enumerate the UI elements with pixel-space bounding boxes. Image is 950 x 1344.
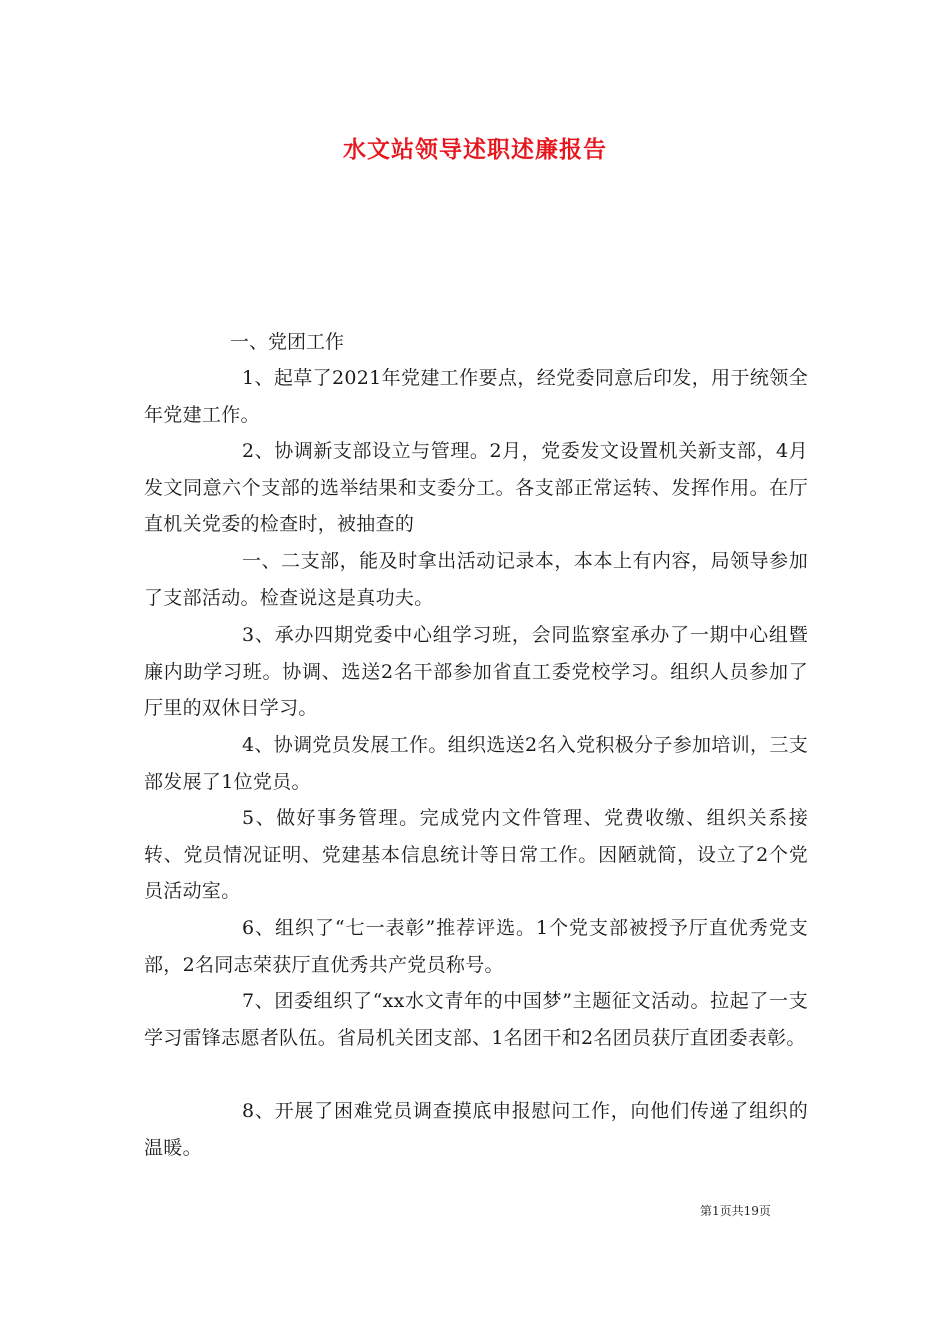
section-heading: 一、党团工作 <box>230 331 345 353</box>
paragraph-6: 5、做好事务管理。完成党内文件管理、党费收缴、组织关系接转、党员情况证明、党建基本信息统计等日常工作。因陋就简，设立了2个党员活动室。 <box>144 807 808 902</box>
document-title: 水文站领导述职述廉报告 <box>343 136 607 163</box>
paragraph-8: 7、团委组织了“xx水文青年的中国梦”主题征文活动。拉起了一支学习雷锋志愿者队伍。省局机关团支部、1名团干和2名团员获厅直团委表彰。 <box>144 990 808 1049</box>
paragraph-3: 一、二支部，能及时拿出活动记录本，本本上有内容，局领导参加了支部活动。检查说这是真功夫。 <box>144 550 808 609</box>
paragraph-4: 3、承办四期党委中心组学习班，会同监察室承办了一期中心组暨廉内助学习班。协调、选送2名干部参加省直工委党校学习。组织人员参加了厅里的双休日学习。 <box>144 624 808 719</box>
paragraph-7: 6、组织了“七一表彰”推荐评选。1个党支部被授予厅直优秀党支部，2名同志荣获厅直优秀共产党员称号。 <box>144 917 808 976</box>
paragraph-9: 8、开展了困难党员调查摸底申报慰问工作，向他们传递了组织的温暖。 <box>144 1100 808 1159</box>
paragraph-1: 1、起草了2021年党建工作要点，经党委同意后印发，用于统领全年党建工作。 <box>144 367 808 426</box>
paragraph-2: 2、协调新支部设立与管理。2月，党委发文设置机关新支部，4月发文同意六个支部的选举结果和支委分工。各支部正常运转、发挥作用。在厅直机关党委的检查时，被抽查的 <box>144 440 808 535</box>
page-number-footer: 第1页共19页 <box>700 1204 771 1218</box>
paragraph-5: 4、协调党员发展工作。组织选送2名入党积极分子参加培训，三支部发展了1位党员。 <box>144 734 808 793</box>
